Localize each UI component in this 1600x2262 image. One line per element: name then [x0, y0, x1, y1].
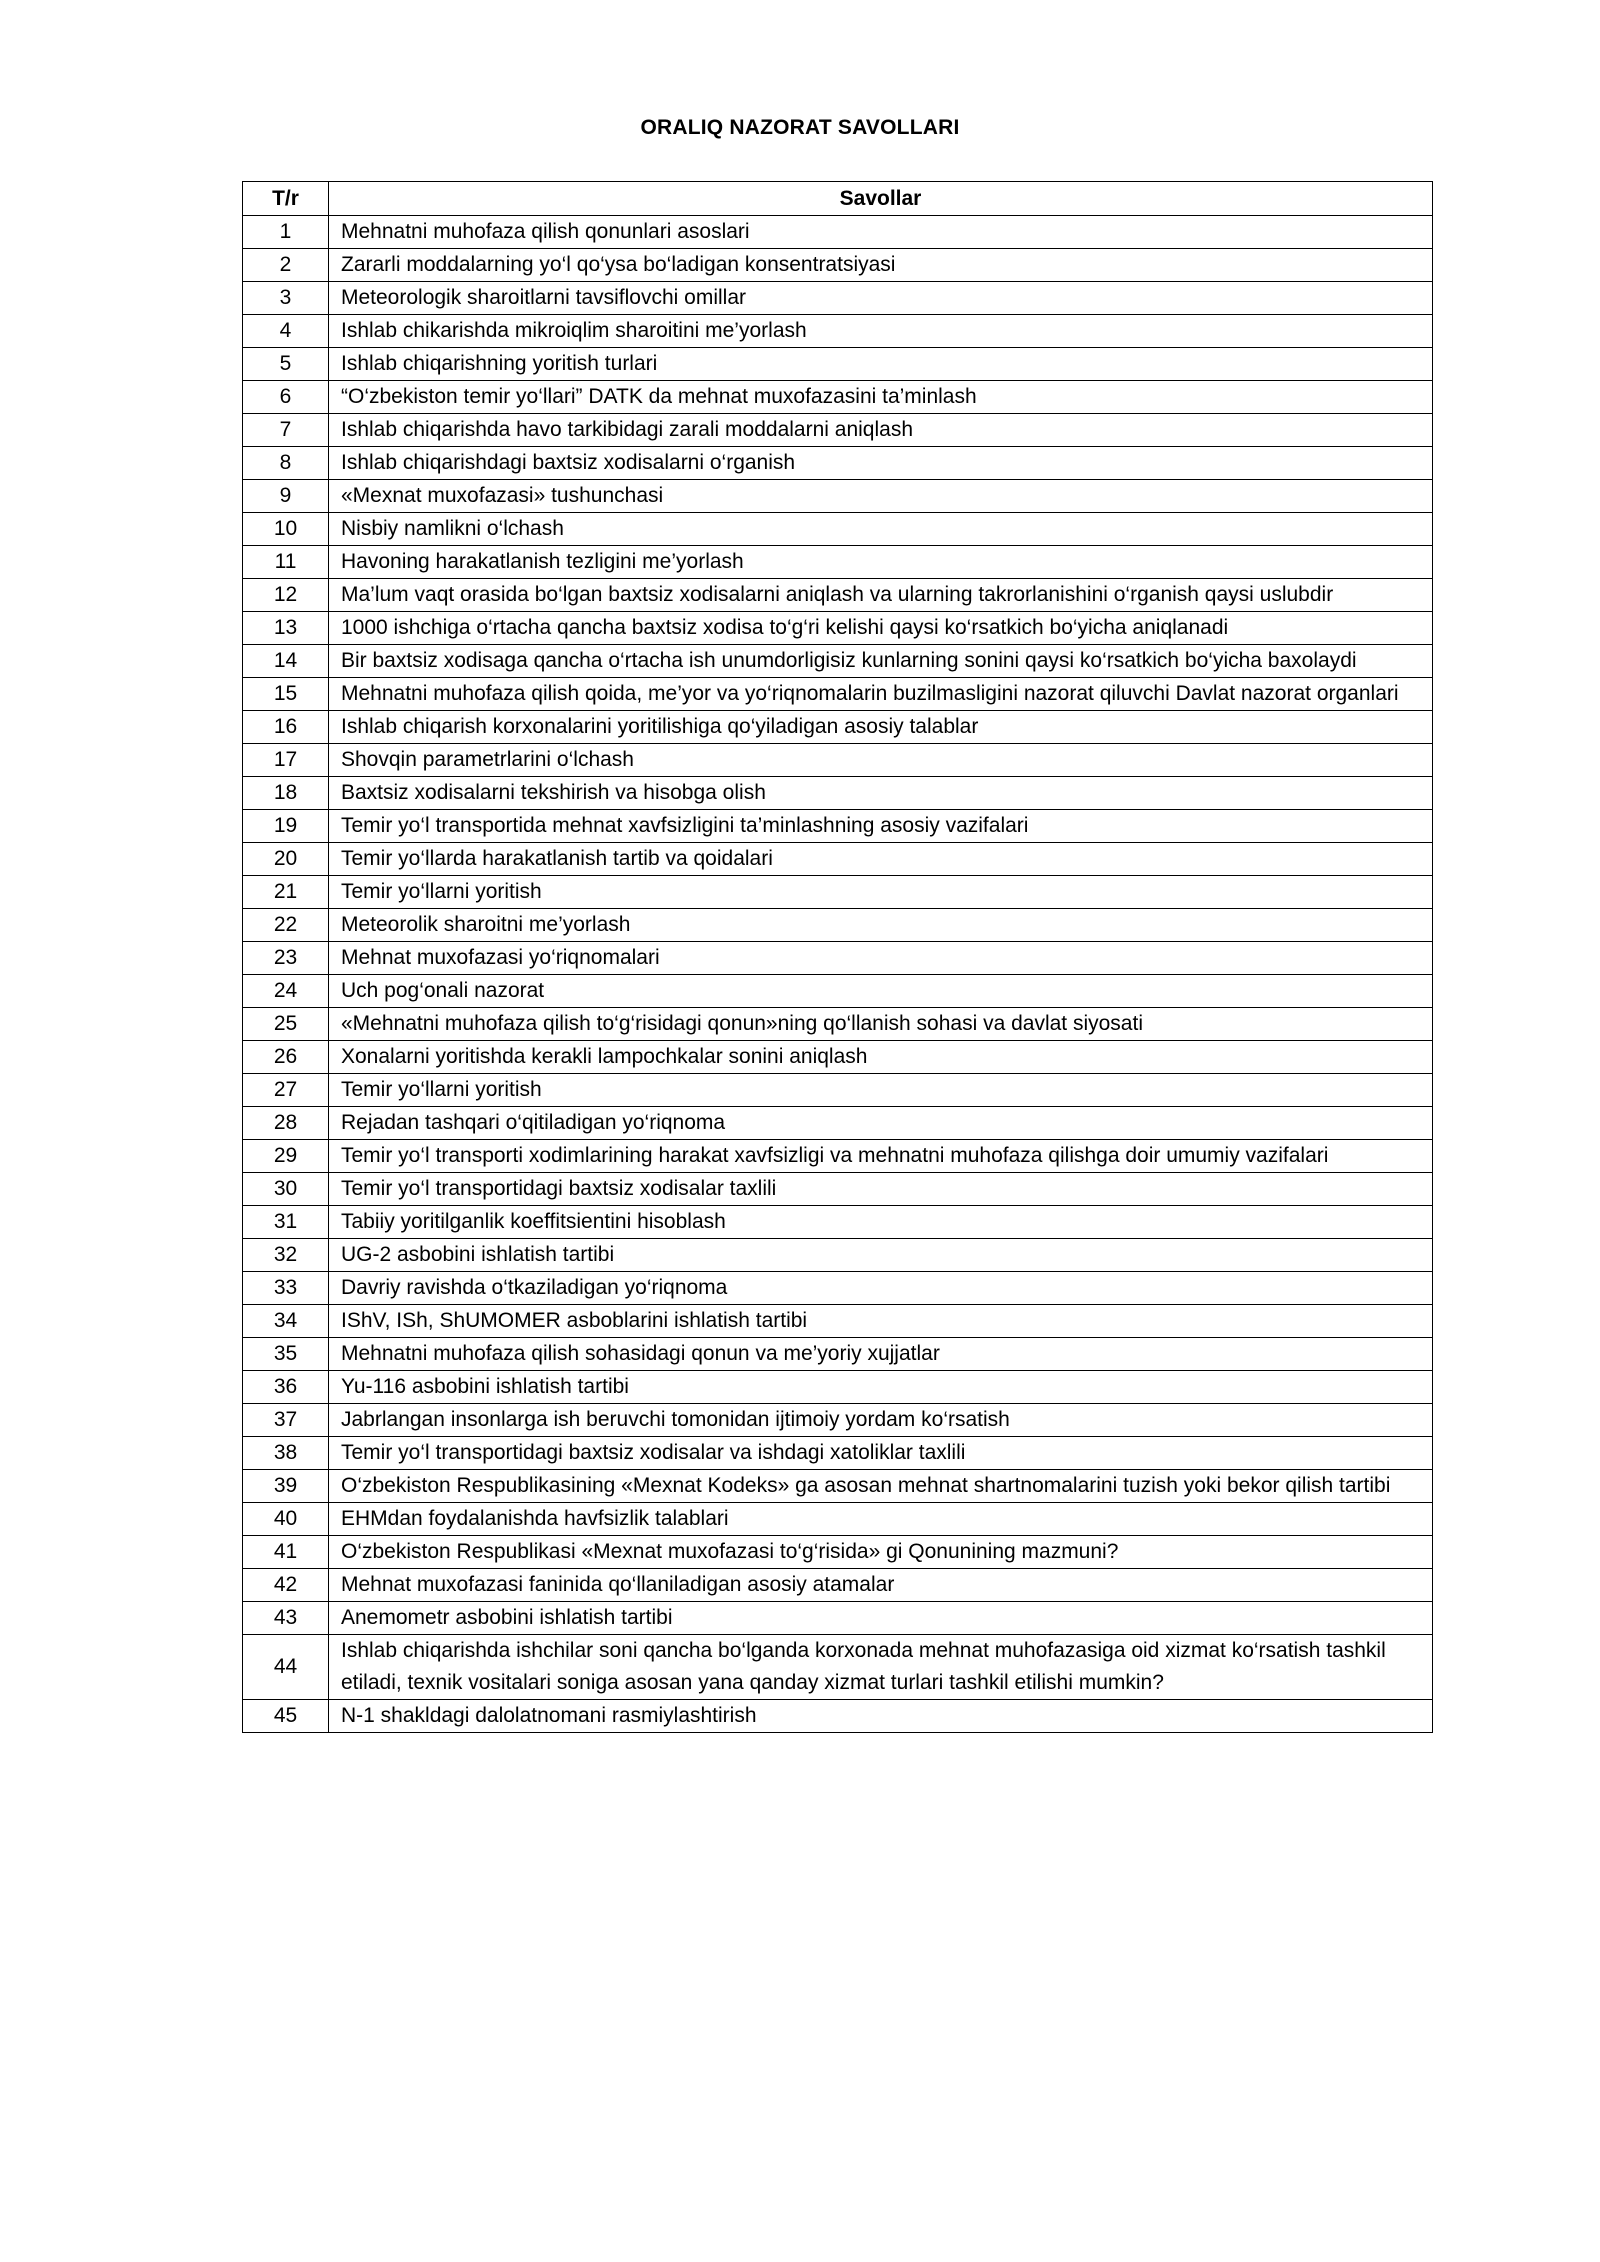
row-number: 35	[243, 1338, 329, 1371]
row-number: 38	[243, 1437, 329, 1470]
table-row	[243, 810, 1433, 843]
question-text: N-1 shakldagi dalolatnomani rasmiylashtirish	[329, 1700, 1433, 1733]
question-text: Anemometr asbobini ishlatish tartibi	[329, 1602, 1433, 1635]
table-row	[243, 579, 1433, 612]
row-number: 36	[243, 1371, 329, 1404]
table-row	[243, 1371, 1433, 1404]
question-text: IShV, ISh, ShUMOMER asboblarini ishlatish tartibi	[329, 1305, 1433, 1338]
page-title: ORALIQ NAZORAT SAVOLLARI	[640, 116, 960, 139]
question-text: Temir yo‘l transportidagi baxtsiz xodisalar va ishdagi xatoliklar taxlili	[329, 1437, 1433, 1470]
question-text: O‘zbekiston Respublikasi «Mexnat muxofazasi to‘g‘risida» gi Qonunining mazmuni?	[329, 1536, 1433, 1569]
table-row	[243, 1041, 1433, 1074]
column-header-questions: Savollar	[329, 182, 1433, 216]
row-number: 5	[243, 348, 329, 381]
question-text: Yu-116 asbobini ishlatish tartibi	[329, 1371, 1433, 1404]
question-text: Ma’lum vaqt orasida bo‘lgan baxtsiz xodisalarni aniqlash va ularning takrorlanishini o‘rganish qaysi uslubdir	[329, 579, 1433, 612]
question-text: Ishlab chikarishda mikroiqlim sharoitini me’yorlash	[329, 315, 1433, 348]
row-number: 44	[243, 1635, 329, 1700]
row-number: 29	[243, 1140, 329, 1173]
table-row	[243, 348, 1433, 381]
question-text: Meteorologik sharoitlarni tavsiflovchi omillar	[329, 282, 1433, 315]
table-row	[243, 777, 1433, 810]
table-row	[243, 942, 1433, 975]
row-number: 27	[243, 1074, 329, 1107]
table-row	[243, 876, 1433, 909]
table-row	[243, 975, 1433, 1008]
table-row	[243, 1305, 1433, 1338]
row-number: 41	[243, 1536, 329, 1569]
row-number: 12	[243, 579, 329, 612]
question-text: Temir yo‘llarda harakatlanish tartib va qoidalari	[329, 843, 1433, 876]
row-number: 24	[243, 975, 329, 1008]
questions-table	[242, 181, 1433, 1733]
row-number: 9	[243, 480, 329, 513]
table-row	[243, 843, 1433, 876]
table-row	[243, 447, 1433, 480]
question-text: Ishlab chiqarishda ishchilar soni qancha bo‘lganda korxonada mehnat muhofazasiga oid xizmat ko‘rsatish tashkil etiladi, texnik vositalari soniga asosan yana qanday xizmat turlari tashkil etilishi mumkin?	[329, 1635, 1433, 1700]
table-row	[243, 513, 1433, 546]
question-text: Baxtsiz xodisalarni tekshirish va hisobga olish	[329, 777, 1433, 810]
question-text: Jabrlangan insonlarga ish beruvchi tomonidan ijtimoiy yordam ko‘rsatish	[329, 1404, 1433, 1437]
table-row	[243, 216, 1433, 249]
row-number: 30	[243, 1173, 329, 1206]
question-text: Rejadan tashqari o‘qitiladigan yo‘riqnoma	[329, 1107, 1433, 1140]
table-row	[243, 249, 1433, 282]
table-row	[243, 1700, 1433, 1733]
column-header-number: T/r	[243, 182, 329, 216]
row-number: 3	[243, 282, 329, 315]
row-number: 7	[243, 414, 329, 447]
table-row	[243, 1470, 1433, 1503]
table-row	[243, 1173, 1433, 1206]
row-number: 31	[243, 1206, 329, 1239]
question-text: UG-2 asbobini ishlatish tartibi	[329, 1239, 1433, 1272]
table-row	[243, 1206, 1433, 1239]
table-row	[243, 546, 1433, 579]
question-text: Davriy ravishda o‘tkaziladigan yo‘riqnoma	[329, 1272, 1433, 1305]
table-row	[243, 744, 1433, 777]
row-number: 18	[243, 777, 329, 810]
row-number: 2	[243, 249, 329, 282]
question-text: Mehnat muxofazasi faninida qo‘llaniladigan asosiy atamalar	[329, 1569, 1433, 1602]
question-text: Mehnatni muhofaza qilish sohasidagi qonun va me’yoriy xujjatlar	[329, 1338, 1433, 1371]
row-number: 39	[243, 1470, 329, 1503]
row-number: 1	[243, 216, 329, 249]
table-row	[243, 612, 1433, 645]
question-text: Bir baxtsiz xodisaga qancha o‘rtacha ish unumdorligisiz kunlarning sonini qaysi ko‘rsatkich bo‘yicha baxolaydi	[329, 645, 1433, 678]
question-text: Ishlab chiqarishda havo tarkibidagi zarali moddalarni aniqlash	[329, 414, 1433, 447]
table-row	[243, 315, 1433, 348]
question-text: «Mexnat muxofazasi» tushunchasi	[329, 480, 1433, 513]
question-text: Nisbiy namlikni o‘lchash	[329, 513, 1433, 546]
row-number: 26	[243, 1041, 329, 1074]
table-row	[243, 1008, 1433, 1041]
row-number: 4	[243, 315, 329, 348]
question-text: Meteorolik sharoitni me’yorlash	[329, 909, 1433, 942]
row-number: 14	[243, 645, 329, 678]
question-text: Mehnat muxofazasi yo‘riqnomalari	[329, 942, 1433, 975]
row-number: 28	[243, 1107, 329, 1140]
table-row	[243, 645, 1433, 678]
table-row	[243, 1635, 1433, 1700]
question-text: Temir yo‘llarni yoritish	[329, 1074, 1433, 1107]
row-number: 40	[243, 1503, 329, 1536]
table-row	[243, 1602, 1433, 1635]
table-row	[243, 1107, 1433, 1140]
question-text: Temir yo‘l transportida mehnat xavfsizligini ta’minlashning asosiy vazifalari	[329, 810, 1433, 843]
row-number: 17	[243, 744, 329, 777]
question-text: Temir yo‘llarni yoritish	[329, 876, 1433, 909]
table-row	[243, 1074, 1433, 1107]
table-row	[243, 1140, 1433, 1173]
question-text: Temir yo‘l transportidagi baxtsiz xodisalar taxlili	[329, 1173, 1433, 1206]
row-number: 6	[243, 381, 329, 414]
table-row	[243, 711, 1433, 744]
row-number: 21	[243, 876, 329, 909]
table-row	[243, 678, 1433, 711]
row-number: 45	[243, 1700, 329, 1733]
table-row	[243, 1503, 1433, 1536]
row-number: 8	[243, 447, 329, 480]
question-text: EHMdan foydalanishda havfsizlik talablari	[329, 1503, 1433, 1536]
table-row	[243, 1338, 1433, 1371]
question-text: Shovqin parametrlarini o‘lchash	[329, 744, 1433, 777]
table-row	[243, 414, 1433, 447]
row-number: 22	[243, 909, 329, 942]
row-number: 32	[243, 1239, 329, 1272]
table-row	[243, 480, 1433, 513]
table-row	[243, 909, 1433, 942]
row-number: 43	[243, 1602, 329, 1635]
row-number: 33	[243, 1272, 329, 1305]
row-number: 34	[243, 1305, 329, 1338]
table-row	[243, 1404, 1433, 1437]
table-row	[243, 1536, 1433, 1569]
row-number: 11	[243, 546, 329, 579]
question-text: Tabiiy yoritilganlik koeffitsientini hisoblash	[329, 1206, 1433, 1239]
table-row	[243, 1569, 1433, 1602]
question-text: Ishlab chiqarish korxonalarini yoritilishiga qo‘yiladigan asosiy talablar	[329, 711, 1433, 744]
row-number: 25	[243, 1008, 329, 1041]
row-number: 10	[243, 513, 329, 546]
questions-table-body	[243, 216, 1433, 1733]
table-row	[243, 381, 1433, 414]
table-row	[243, 1437, 1433, 1470]
question-text: «Mehnatni muhofaza qilish to‘g‘risidagi qonun»ning qo‘llanish sohasi va davlat siyosati	[329, 1008, 1433, 1041]
table-row	[243, 1272, 1433, 1305]
table-row	[243, 282, 1433, 315]
table-row	[243, 1239, 1433, 1272]
question-text: 1000 ishchiga o‘rtacha qancha baxtsiz xodisa to‘g‘ri kelishi qaysi ko‘rsatkich bo‘yicha aniqlanadi	[329, 612, 1433, 645]
question-text: Mehnatni muhofaza qilish qoida, me’yor va yo‘riqnomalarin buzilmasligini nazorat qiluvchi Davlat nazorat organlari	[329, 678, 1433, 711]
row-number: 15	[243, 678, 329, 711]
question-text: Mehnatni muhofaza qilish qonunlari asoslari	[329, 216, 1433, 249]
question-text: Zararli moddalarning yo‘l qo‘ysa bo‘ladigan konsentratsiyasi	[329, 249, 1433, 282]
row-number: 16	[243, 711, 329, 744]
row-number: 37	[243, 1404, 329, 1437]
question-text: Temir yo‘l transporti xodimlarining harakat xavfsizligi va mehnatni muhofaza qilishga doir umumiy vazifalari	[329, 1140, 1433, 1173]
table-header-row	[243, 182, 1433, 216]
row-number: 20	[243, 843, 329, 876]
question-text: Ishlab chiqarishning yoritish turlari	[329, 348, 1433, 381]
question-text: Xonalarni yoritishda kerakli lampochkalar sonini aniqlash	[329, 1041, 1433, 1074]
question-text: Havoning harakatlanish tezligini me’yorlash	[329, 546, 1433, 579]
question-text: “O‘zbekiston temir yo‘llari” DATK da mehnat muxofazasini ta’minlash	[329, 381, 1433, 414]
row-number: 23	[243, 942, 329, 975]
row-number: 13	[243, 612, 329, 645]
question-text: Uch pog‘onali nazorat	[329, 975, 1433, 1008]
question-text: Ishlab chiqarishdagi baxtsiz xodisalarni o‘rganish	[329, 447, 1433, 480]
row-number: 19	[243, 810, 329, 843]
question-text: O‘zbekiston Respublikasining «Mexnat Kodeks» ga asosan mehnat shartnomalarini tuzish yoki bekor qilish tartibi	[329, 1470, 1433, 1503]
row-number: 42	[243, 1569, 329, 1602]
